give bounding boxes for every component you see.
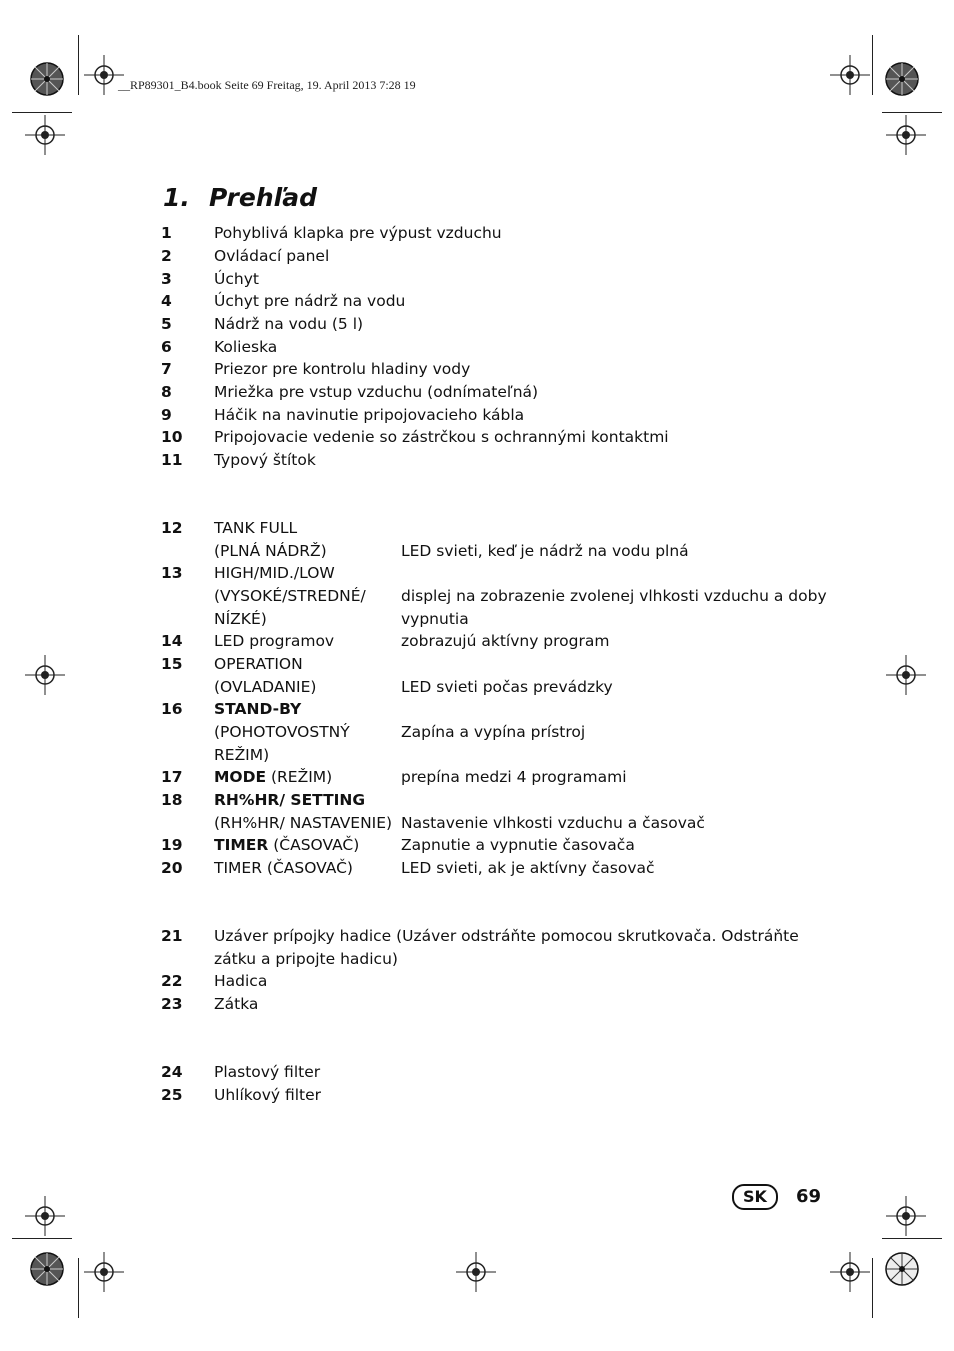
registration-target-icon (25, 655, 65, 695)
item-number: 19 (161, 836, 183, 854)
item-description: LED svieti, ak je aktívny časovač (401, 859, 655, 877)
star-target-icon (885, 1252, 919, 1286)
item-text: Pripojovacie vedenie so zástrčkou s ochrannými kontaktmi (214, 428, 669, 446)
item-label: NÍZKÉ) (214, 610, 267, 628)
crop-mark-line (872, 35, 873, 95)
item-label-bold: MODE (214, 768, 267, 786)
item-text: Uhlíkový filter (214, 1086, 322, 1104)
item-label: (VYSOKÉ/STREDNÉ/ (214, 587, 366, 605)
language-badge: SK (732, 1184, 778, 1210)
item-label-bold: TIMER (214, 836, 269, 854)
item-label (214, 834, 359, 857)
item-text: Typový štítok (214, 451, 316, 469)
registration-target-icon (84, 55, 124, 95)
item-label: STAND-BY (214, 700, 302, 718)
item-text: Uzáver prípojky hadice (Uzáver odstráňte pomocou skrutkovača. Odstráňte zátku a pripojte hadicu) (214, 927, 799, 968)
item-number: 11 (161, 451, 183, 469)
item-number: 7 (161, 360, 172, 378)
item-label: REŽIM) (214, 746, 270, 764)
item-text: Hadica (214, 972, 268, 990)
item-number: 6 (161, 338, 172, 356)
item-number: 25 (161, 1086, 183, 1104)
item-number: 22 (161, 972, 183, 990)
item-number: 2 (161, 247, 172, 265)
item-number: 23 (161, 995, 183, 1013)
section-number: 1. (163, 183, 190, 212)
registration-target-icon (830, 55, 870, 95)
registration-target-icon (830, 1252, 870, 1292)
item-number: 1 (161, 224, 172, 242)
item-label: OPERATION (214, 655, 303, 673)
item-text: Úchyt (214, 270, 259, 288)
item-number: 3 (161, 270, 172, 288)
registration-target-icon (84, 1252, 124, 1292)
item-text: Nádrž na vodu (5 l) (214, 315, 364, 333)
item-text: Plastový filter (214, 1063, 321, 1081)
item-number: 5 (161, 315, 172, 333)
item-number: 13 (161, 564, 183, 582)
item-label (214, 766, 332, 789)
page-number: 69 (796, 1186, 822, 1207)
item-number: 8 (161, 383, 172, 401)
item-number: 9 (161, 406, 172, 424)
registration-target-icon (25, 115, 65, 155)
item-description: Nastavenie vlhkosti vzduchu a časovač (401, 814, 705, 832)
item-description: vypnutia (401, 610, 469, 628)
item-text: Úchyt pre nádrž na vodu (214, 292, 406, 310)
book-header-info: __RP89301_B4.book Seite 69 Freitag, 19. April 2013 7:28 19 (118, 78, 416, 92)
item-description: LED svieti, keď je nádrž na vodu plná (401, 542, 689, 560)
crop-mark-line (78, 1258, 79, 1318)
item-text: Háčik na navinutie pripojovacieho kábla (214, 406, 525, 424)
item-label: LED programov (214, 632, 335, 650)
crop-mark-line (882, 1238, 942, 1239)
star-target-icon (30, 62, 64, 96)
item-number: 18 (161, 791, 183, 809)
registration-target-icon (886, 1196, 926, 1236)
item-number: 15 (161, 655, 183, 673)
item-description: LED svieti počas prevádzky (401, 678, 613, 696)
item-description: zobrazujú aktívny program (401, 632, 610, 650)
item-number: 10 (161, 428, 183, 446)
item-text: Pohyblivá klapka pre výpust vzduchu (214, 224, 502, 242)
item-text: Zátka (214, 995, 259, 1013)
item-label: (PLNÁ NÁDRŽ) (214, 542, 327, 560)
item-description: prepína medzi 4 programami (401, 768, 627, 786)
item-label: (OVLADANIE) (214, 678, 317, 696)
registration-target-icon (25, 1196, 65, 1236)
crop-mark-line (882, 112, 942, 113)
item-text: Kolieska (214, 338, 278, 356)
registration-target-icon (456, 1252, 496, 1292)
crop-mark-line (12, 1238, 72, 1239)
item-text: Priezor pre kontrolu hladiny vody (214, 360, 471, 378)
item-label-rest: (REŽIM) (266, 768, 333, 786)
item-number: 4 (161, 292, 172, 310)
item-label: (RH%HR/ NASTAVENIE) (214, 814, 393, 832)
item-label-rest: (ČASOVAČ) (268, 836, 360, 854)
crop-mark-line (872, 1258, 873, 1318)
item-text: Mriežka pre vstup vzduchu (odnímateľná) (214, 383, 539, 401)
crop-mark-line (12, 112, 72, 113)
item-number: 14 (161, 632, 183, 650)
section-title: Prehľad (209, 183, 317, 212)
item-number: 16 (161, 700, 183, 718)
registration-target-icon (886, 655, 926, 695)
item-number: 21 (161, 927, 183, 945)
crop-mark-line (78, 35, 79, 95)
item-label: TIMER (ČASOVAČ) (214, 859, 353, 877)
star-target-icon (885, 62, 919, 96)
page-title (163, 183, 317, 212)
item-label: HIGH/MID./LOW (214, 564, 335, 582)
item-label: TANK FULL (214, 519, 298, 537)
item-description: Zapnutie a vypnutie časovača (401, 836, 635, 854)
item-number: 17 (161, 768, 183, 786)
star-target-icon (30, 1252, 64, 1286)
item-number: 24 (161, 1063, 183, 1081)
item-label: (POHOTOVOSTNÝ (214, 723, 350, 741)
item-description: Zapína a vypína prístroj (401, 723, 586, 741)
item-text: Ovládací panel (214, 247, 330, 265)
item-description: displej na zobrazenie zvolenej vlhkosti vzduchu a doby (401, 587, 827, 605)
item-number: 12 (161, 519, 183, 537)
item-number: 20 (161, 859, 183, 877)
item-label: RH%HR/ SETTING (214, 791, 366, 809)
registration-target-icon (886, 115, 926, 155)
